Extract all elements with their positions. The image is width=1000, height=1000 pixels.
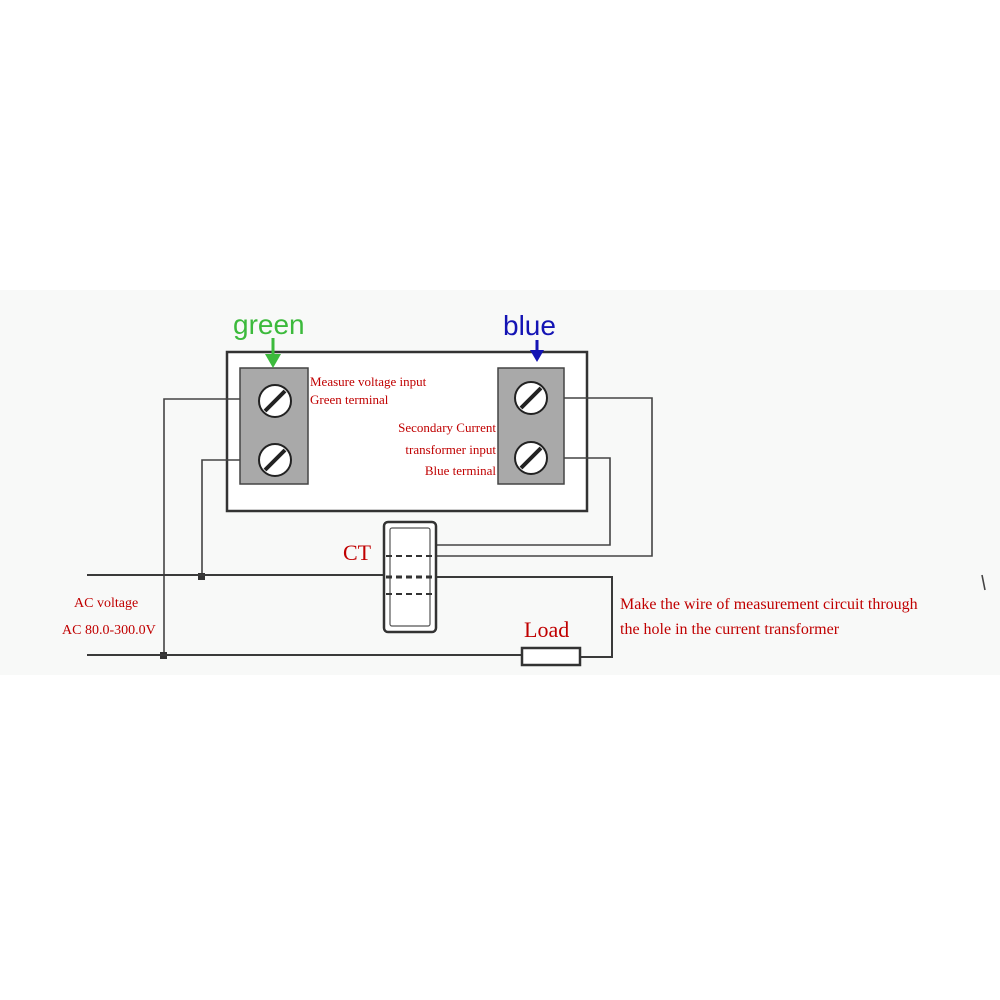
voltage-input-label: Measure voltage input xyxy=(310,374,427,389)
ct-input-label-1: Secondary Current xyxy=(398,420,496,435)
screw-icon xyxy=(515,382,547,414)
ct-input-label-2: transformer input xyxy=(405,442,496,457)
green-label: green xyxy=(233,309,305,340)
current-transformer xyxy=(384,522,436,632)
screw-icon xyxy=(259,385,291,417)
screw-icon xyxy=(259,444,291,476)
instruction-line-1: Make the wire of measurement circuit through xyxy=(620,596,918,613)
blue-terminal-block xyxy=(498,368,564,484)
screw-icon xyxy=(515,442,547,474)
green-terminal-label: Green terminal xyxy=(310,392,389,407)
ct-label: CT xyxy=(343,540,372,565)
ac-voltage-label: AC voltage xyxy=(74,596,139,611)
instruction-line-2: the hole in the current transformer xyxy=(620,621,840,638)
load-resistor xyxy=(522,648,580,665)
load-label: Load xyxy=(524,617,570,642)
blue-label: blue xyxy=(503,310,556,341)
blue-terminal-label: Blue terminal xyxy=(424,463,496,478)
ac-range-label: AC 80.0-300.0V xyxy=(62,623,156,638)
green-terminal-block xyxy=(240,368,308,484)
